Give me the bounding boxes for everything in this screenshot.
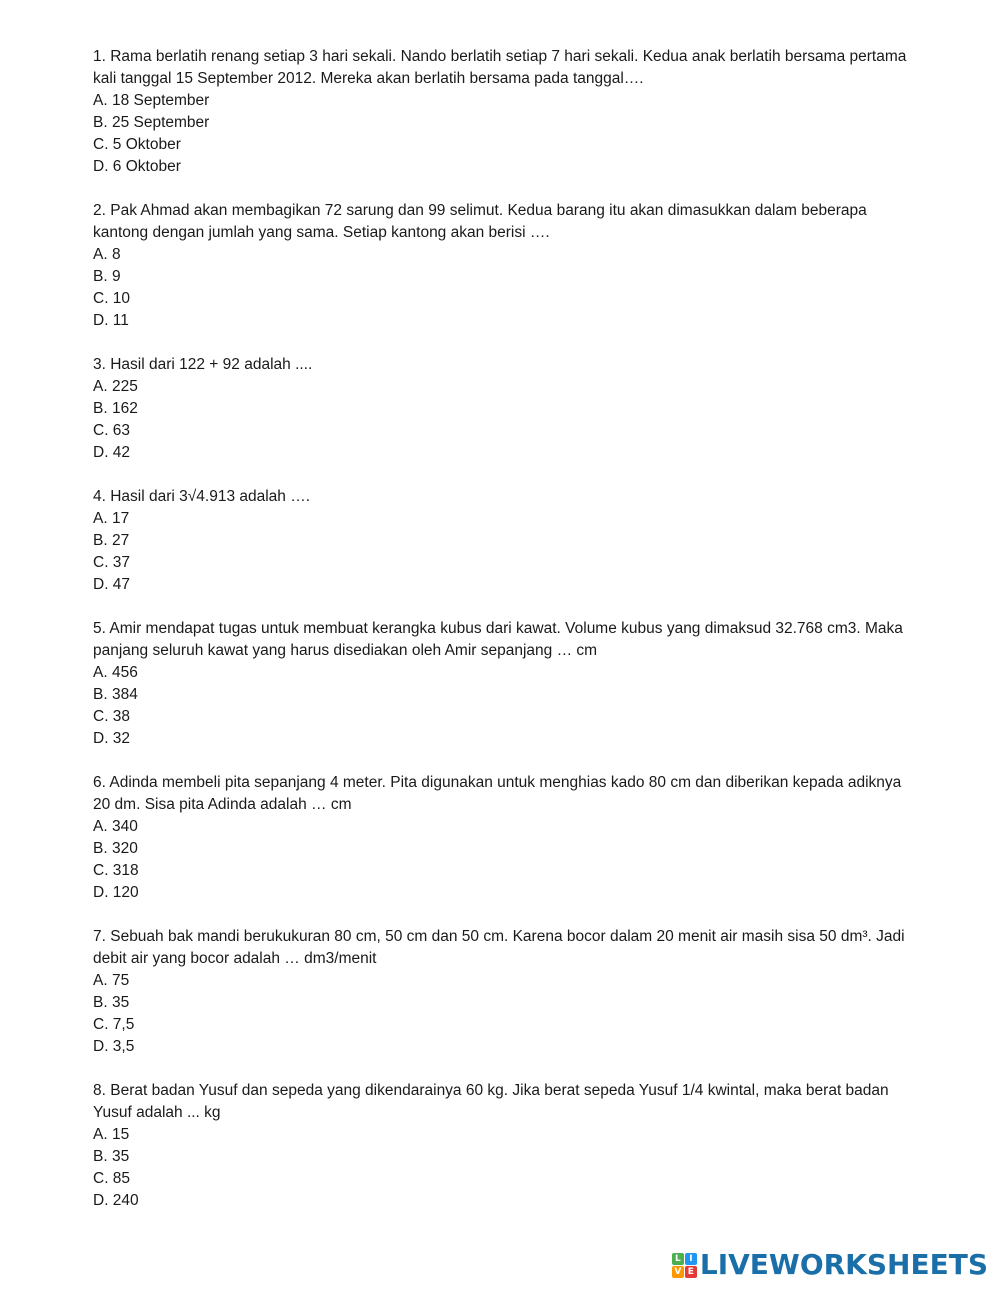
- answer-option: B. 9: [93, 268, 121, 285]
- answer-option: A. 456: [93, 664, 138, 681]
- worksheet: [93, 46, 913, 1234]
- question-text: 4. Hasil dari 3√4.913 adalah ….: [93, 488, 311, 505]
- answer-options: [93, 90, 913, 178]
- answer-options: [93, 376, 913, 464]
- answer-option: B. 320: [93, 840, 138, 857]
- answer-option: D. 11: [93, 312, 129, 329]
- liveworksheets-logo: [672, 1250, 988, 1280]
- question-7: [93, 926, 913, 1058]
- answer-options: [93, 1124, 913, 1212]
- answer-option: A. 17: [93, 510, 130, 527]
- answer-option: B. 35: [93, 1148, 130, 1165]
- logo-cell: I: [685, 1253, 697, 1265]
- answer-options: [93, 816, 913, 904]
- answer-option: C. 38: [93, 708, 131, 725]
- answer-option: C. 10: [93, 290, 131, 307]
- answer-option: B. 25 September: [93, 114, 210, 131]
- question-text: 8. Berat badan Yusuf dan sepeda yang dikendarainya 60 kg. Jika berat sepeda Yusuf 1/4 kwintal, maka berat badan Yusuf adalah ... kg: [93, 1082, 889, 1121]
- answer-option: A. 340: [93, 818, 138, 835]
- answer-option: C. 63: [93, 422, 131, 439]
- answer-options: [93, 662, 913, 750]
- answer-option: D. 47: [93, 576, 131, 593]
- question-5: [93, 618, 913, 750]
- logo-cell: V: [672, 1266, 684, 1278]
- answer-option: A. 8: [93, 246, 121, 263]
- logo-cell: E: [685, 1266, 697, 1278]
- answer-option: B. 162: [93, 400, 138, 417]
- answer-option: C. 318: [93, 862, 139, 879]
- question-2: [93, 200, 913, 332]
- question-text: 2. Pak Ahmad akan membagikan 72 sarung dan 99 selimut. Kedua barang itu akan dimasukkan dalam beberapa kantong dengan jumlah yang sama. Setiap kantong akan berisi ….: [93, 202, 867, 241]
- answer-option: C. 37: [93, 554, 131, 571]
- answer-option: D. 42: [93, 444, 131, 461]
- answer-options: [93, 970, 913, 1058]
- answer-option: A. 15: [93, 1126, 130, 1143]
- question-text: 5. Amir mendapat tugas untuk membuat kerangka kubus dari kawat. Volume kubus yang dimaksud 32.768 cm3. Maka panjang seluruh kawat yang harus disediakan oleh Amir sepanjang … cm: [93, 620, 903, 659]
- question-1: [93, 46, 913, 178]
- logo-icon: [672, 1253, 697, 1278]
- question-8: [93, 1080, 913, 1212]
- answer-option: A. 18 September: [93, 92, 210, 109]
- answer-option: D. 6 Oktober: [93, 158, 181, 175]
- question-6: [93, 772, 913, 904]
- answer-option: B. 35: [93, 994, 130, 1011]
- brand-name: LIVEWORKSHEETS: [699, 1248, 988, 1281]
- answer-option: C. 85: [93, 1170, 131, 1187]
- answer-option: D. 120: [93, 884, 139, 901]
- answer-option: B. 384: [93, 686, 138, 703]
- answer-options: [93, 508, 913, 596]
- logo-cell: L: [672, 1253, 684, 1265]
- answer-option: A. 225: [93, 378, 138, 395]
- answer-option: D. 3,5: [93, 1038, 135, 1055]
- answer-option: C. 7,5: [93, 1016, 135, 1033]
- answer-options: [93, 244, 913, 332]
- question-text: 6. Adinda membeli pita sepanjang 4 meter. Pita digunakan untuk menghias kado 80 cm dan diberikan kepada adiknya 20 dm. Sisa pita Adinda adalah … cm: [93, 774, 902, 813]
- question-3: [93, 354, 913, 464]
- answer-option: B. 27: [93, 532, 130, 549]
- question-text: 1. Rama berlatih renang setiap 3 hari sekali. Nando berlatih setiap 7 hari sekali. Kedua anak berlatih bersama pertama kali tanggal 15 September 2012. Mereka akan berlatih bersama pada tanggal….: [93, 48, 907, 87]
- question-4: [93, 486, 913, 596]
- answer-option: C. 5 Oktober: [93, 136, 181, 153]
- question-text: 7. Sebuah bak mandi berukukuran 80 cm, 50 cm dan 50 cm. Karena bocor dalam 20 menit air masih sisa 50 dm³. Jadi debit air yang bocor adalah … dm3/menit: [93, 928, 905, 967]
- answer-option: D. 32: [93, 730, 131, 747]
- answer-option: A. 75: [93, 972, 130, 989]
- answer-option: D. 240: [93, 1192, 139, 1209]
- question-text: 3. Hasil dari 122 + 92 adalah ....: [93, 356, 313, 373]
